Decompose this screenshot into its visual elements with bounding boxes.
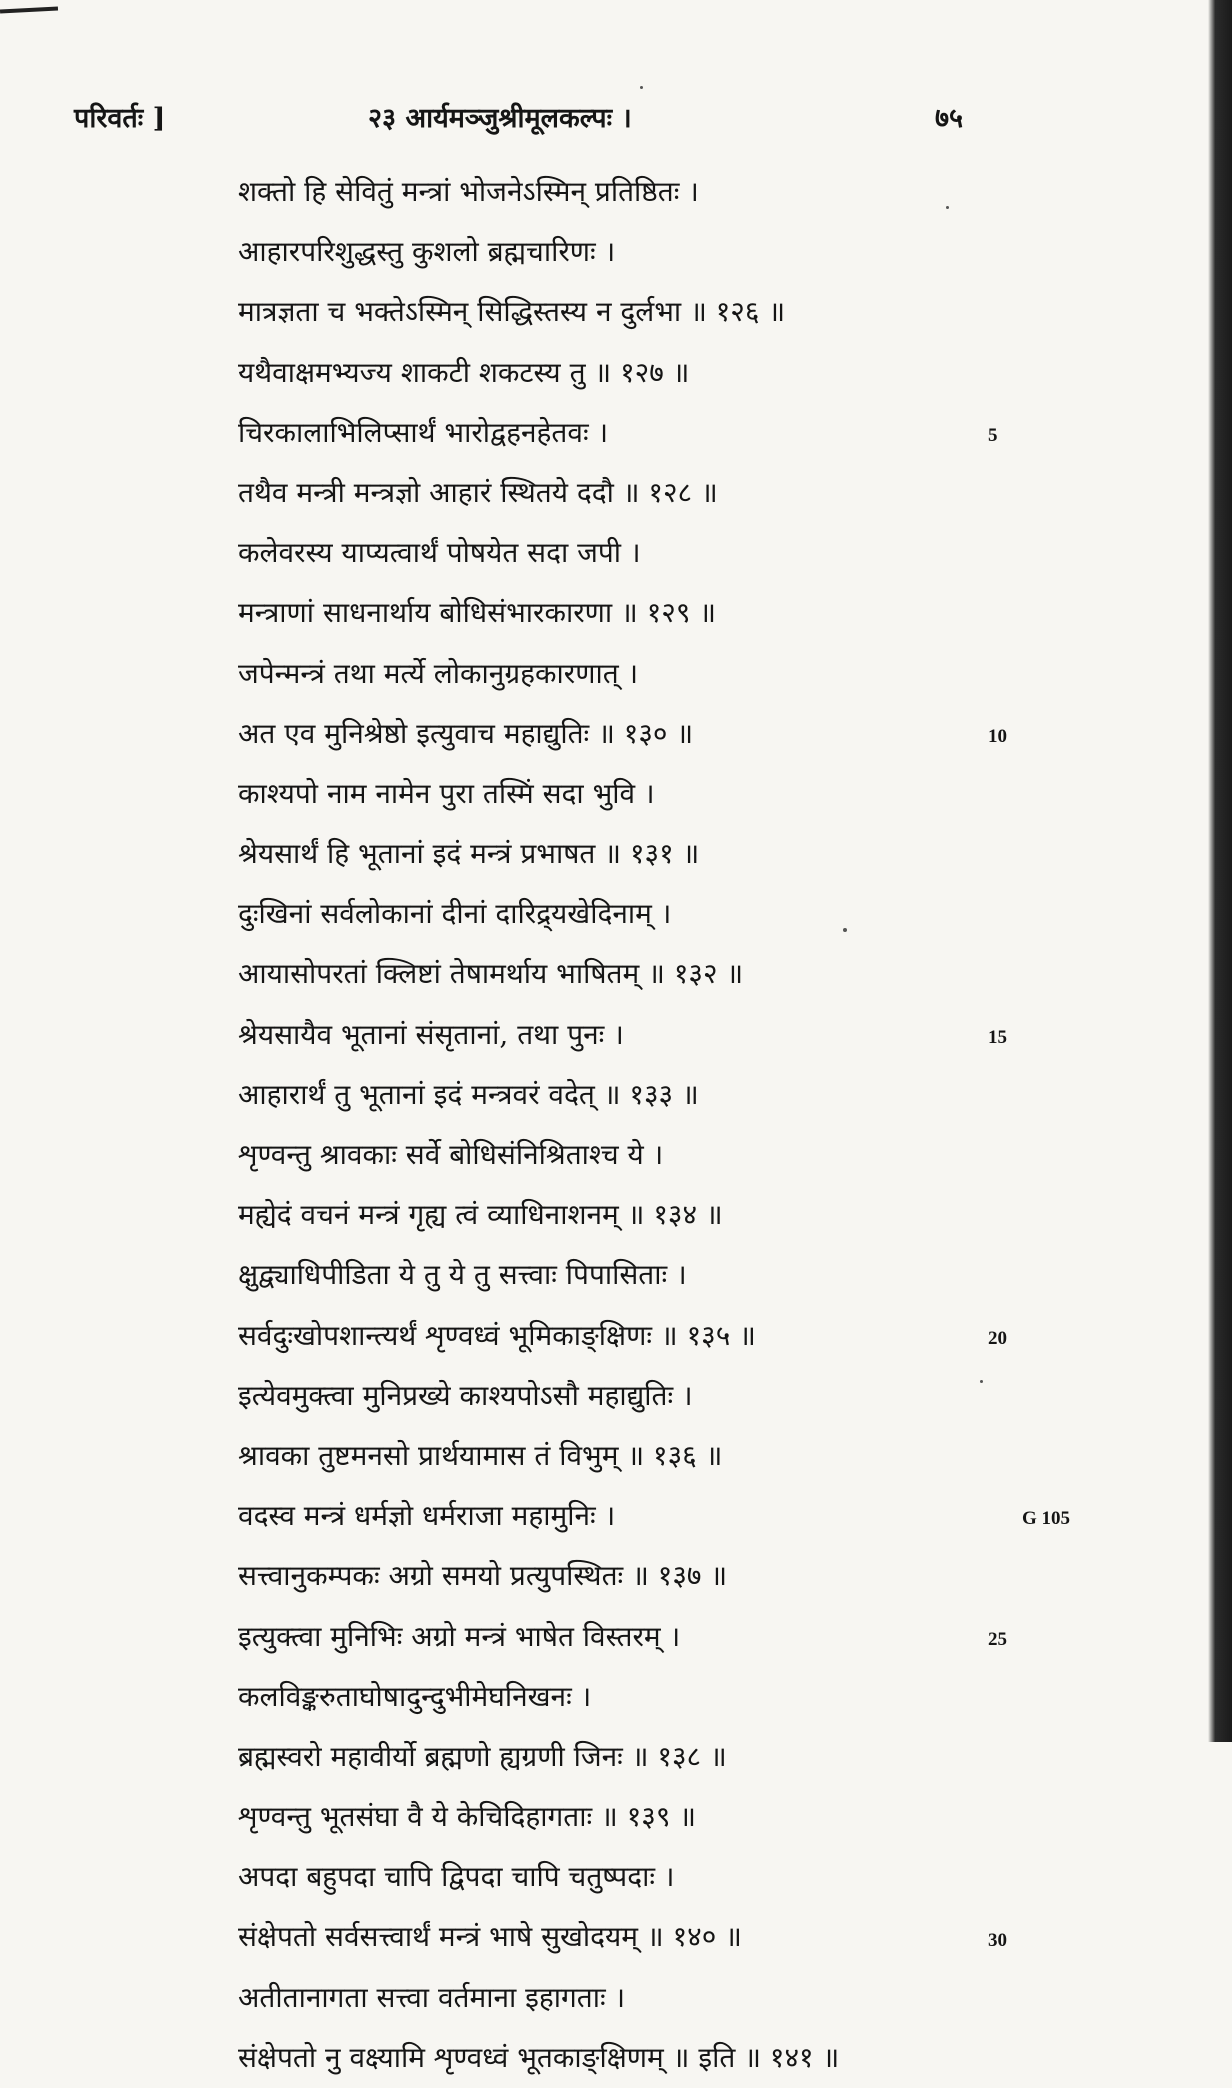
- verse-line: अतीतानागता सत्त्वा वर्तमाना इहागताः ।: [238, 1980, 626, 2014]
- margin-line-number: 10: [988, 725, 1007, 747]
- scan-corner-mark: [0, 6, 58, 13]
- margin-line-number: 5: [988, 424, 998, 446]
- verse-line: काश्यपो नाम नामेन पुरा तस्मिं सदा भुवि ।: [238, 776, 655, 810]
- verse-line: श्रेयसायैव भूतानां संसृतानां, तथा पुनः ।: [238, 1017, 624, 1051]
- margin-line-number: 30: [988, 1929, 1007, 1951]
- verse-line: इत्येवमुक्त्वा मुनिप्रख्ये काश्यपोऽसौ महाद्युतिः ।: [238, 1378, 693, 1412]
- scan-speck: [640, 86, 643, 89]
- verse-line: आहारार्थं तु भूतानां इदं मन्त्रवरं वदेत् ॥ १३३ ॥: [238, 1077, 699, 1111]
- verse-line: क्षुद्व्याधिपीडिता ये तु ये तु सत्त्वाः पिपासिताः ।: [238, 1258, 687, 1292]
- verse-line: तथैव मन्त्री मन्त्रज्ञो आहारं स्थितये ददौ ॥ १२८ ॥: [238, 475, 718, 509]
- verse-line: सत्त्वानुकम्पकः अग्रो समयो प्रत्युपस्थितः ॥ १३७ ॥: [238, 1559, 728, 1593]
- verse-line: चिरकालाभिलिप्सार्थं भारोद्वहनहेतवः ।: [238, 415, 609, 449]
- margin-line-number: G 105: [1022, 1508, 1071, 1530]
- verse-line: मन्त्राणां साधनार्थाय बोधिसंभारकारणा ॥ १२९ ॥: [238, 596, 717, 630]
- margin-line-number: 25: [988, 1628, 1007, 1650]
- verse-line: इत्युक्त्वा मुनिभिः अग्रो मन्त्रं भाषेत विस्तरम् ।: [238, 1619, 681, 1653]
- verse-line: दुःखिनां सर्वलोकानां दीनां दारिद्र्यखेदिनाम् ।: [238, 897, 672, 931]
- verse-line: कलेवरस्य याप्यत्वार्थं पोषयेत सदा जपी ।: [238, 536, 641, 570]
- verse-line: सर्वदुःखोपशान्त्यर्थं शृण्वध्वं भूमिकाङ्क्षिणः ॥ १३५ ॥: [238, 1318, 756, 1352]
- scan-speck: [946, 206, 949, 209]
- page-number: ७५: [935, 103, 964, 134]
- verse-line: श्रेयसार्थं हि भूतानां इदं मन्त्रं प्रभाषत ॥ १३१ ॥: [238, 837, 700, 871]
- verse-line: अपदा बहुपदा चापि द्विपदा चापि चतुष्पदाः ।: [238, 1860, 675, 1894]
- verse-line: शृण्वन्तु श्रावकाः सर्वे बोधिसंनिश्रिताश्च ये ।: [238, 1138, 664, 1171]
- verse-line: शक्तो हि सेवितुं मन्त्रां भोजनेऽस्मिन् प्रतिष्ठितः ।: [238, 175, 699, 208]
- verse-line: श्रावका तुष्टमनसो प्रार्थयामास तं विभुम् ॥ १३६ ॥: [238, 1438, 723, 1472]
- margin-line-number: 20: [988, 1327, 1007, 1349]
- verse-line: जपेन्मन्त्रं तथा मर्त्ये लोकानुग्रहकारणात् ।: [238, 656, 639, 690]
- chapter-label: परिवर्तः ]: [74, 103, 166, 134]
- verse-line: ब्रह्मस्वरो महावीर्यो ब्रह्मणो ह्यग्रणी जिनः ॥ १३८ ॥: [238, 1739, 727, 1773]
- scan-binding-edge: [1208, 0, 1232, 1742]
- verse-line: यथैवाक्षमभ्यज्य शाकटी शकटस्य तु ॥ १२७ ॥: [238, 355, 690, 389]
- verse-line: मह्येदं वचनं मन्त्रं गृह्य त्वं व्याधिनाशनम् ॥ १३४ ॥: [238, 1198, 723, 1232]
- verse-line: संक्षेपतो नु वक्ष्यामि शृण्वध्वं भूतकाङ्क्षिणम् ॥ इति ॥ १४१ ॥: [238, 2040, 840, 2074]
- verse-line: शृण्वन्तु भूतसंघा वै ये केचिदिहागताः ॥ १३९ ॥: [238, 1800, 697, 1834]
- page-header: [0, 98, 1200, 138]
- verse-block: [238, 162, 998, 2088]
- scan-speck: [843, 928, 847, 932]
- verse-line: कलविङ्करुताघोषादुन्दुभीमेघनिखनः ।: [238, 1679, 592, 1713]
- scan-speck: [980, 1380, 983, 1383]
- verse-line: आयासोपरतां क्लिष्टां तेषामर्थाय भाषितम् ॥ १३२ ॥: [238, 957, 744, 991]
- verse-line: संक्षेपतो सर्वसत्त्वार्थं मन्त्रं भाषे सुखोदयम् ॥ १४० ॥: [238, 1920, 742, 1954]
- verse-line: अत एव मुनिश्रेष्ठो इत्युवाच महाद्युतिः ॥ १३० ॥: [238, 716, 694, 750]
- verse-line: वदस्व मन्त्रं धर्मज्ञो धर्मराजा महामुनिः ।: [238, 1499, 616, 1533]
- verse-line: मात्रज्ञता च भक्तेऽस्मिन् सिद्धिस्तस्य न दुर्लभा ॥ १२६ ॥: [238, 295, 786, 329]
- verse-line: आहारपरिशुद्धस्तु कुशलो ब्रह्मचारिणः ।: [238, 235, 616, 269]
- running-title: २३ आर्यमञ्जुश्रीमूलकल्पः ।: [368, 103, 632, 134]
- margin-line-number: 15: [988, 1026, 1007, 1048]
